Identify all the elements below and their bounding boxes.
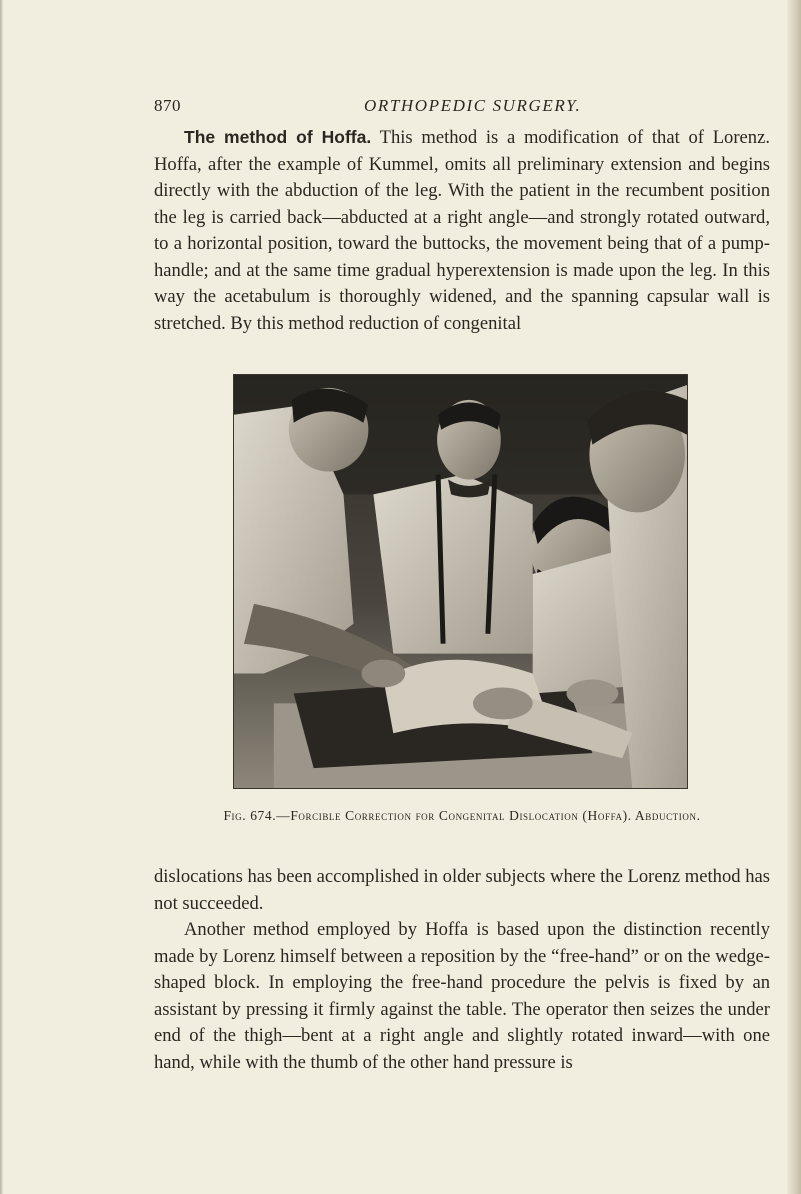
figure-caption xyxy=(154,808,770,824)
page-right-edge xyxy=(787,0,801,1194)
paragraph-1-text: This method is a modification of that of Lorenz. Hoffa, after the example of Kummel, omits all preliminary extension and begins directly with the abduction of the leg. With the patient in the recumbent position the leg is carried back—abducted at a right angle—and strongly rotated outward, to a horizontal position, toward the buttocks, the movement being that of a pump-handle; and at the same time gradual hyperextension is made upon the leg. In this way the acetabulum is thoroughly widened, and the spanning capsular wall is stretched. By this method reduction of congenital xyxy=(154,127,770,334)
section-run-in-heading: The method of Hoffa. xyxy=(184,127,372,147)
figure-photograph xyxy=(233,374,688,789)
running-title: ORTHOPEDIC SURGERY. xyxy=(364,96,582,115)
figure-caption-label: Fig. 674. xyxy=(223,808,277,823)
paragraph-continuation: dislocations has been accomplished in older subjects where the Lorenz method has not succeeded. xyxy=(154,866,770,914)
page-number: 870 xyxy=(154,96,181,115)
running-head xyxy=(154,96,772,120)
photograph-image xyxy=(234,375,687,788)
paragraph-hoffa-method xyxy=(154,124,770,337)
page-left-edge xyxy=(0,0,3,1194)
figure-caption-text: —Forcible Correction for Congenital Dislocation (Hoffa). Abduction. xyxy=(276,808,701,823)
paragraph-another-method: Another method employed by Hoffa is based upon the distinction recently made by Lorenz himself between a reposition by the “free-hand” or on the wedge-shaped block. In employing the free-hand procedure the pelvis is fixed by an assistant by pressing it firmly against the table. The operator then seizes the under end of the thigh—bent at a right angle and slightly rotated inward—with one hand, while with the thumb of the other hand pressure is xyxy=(154,919,770,1073)
